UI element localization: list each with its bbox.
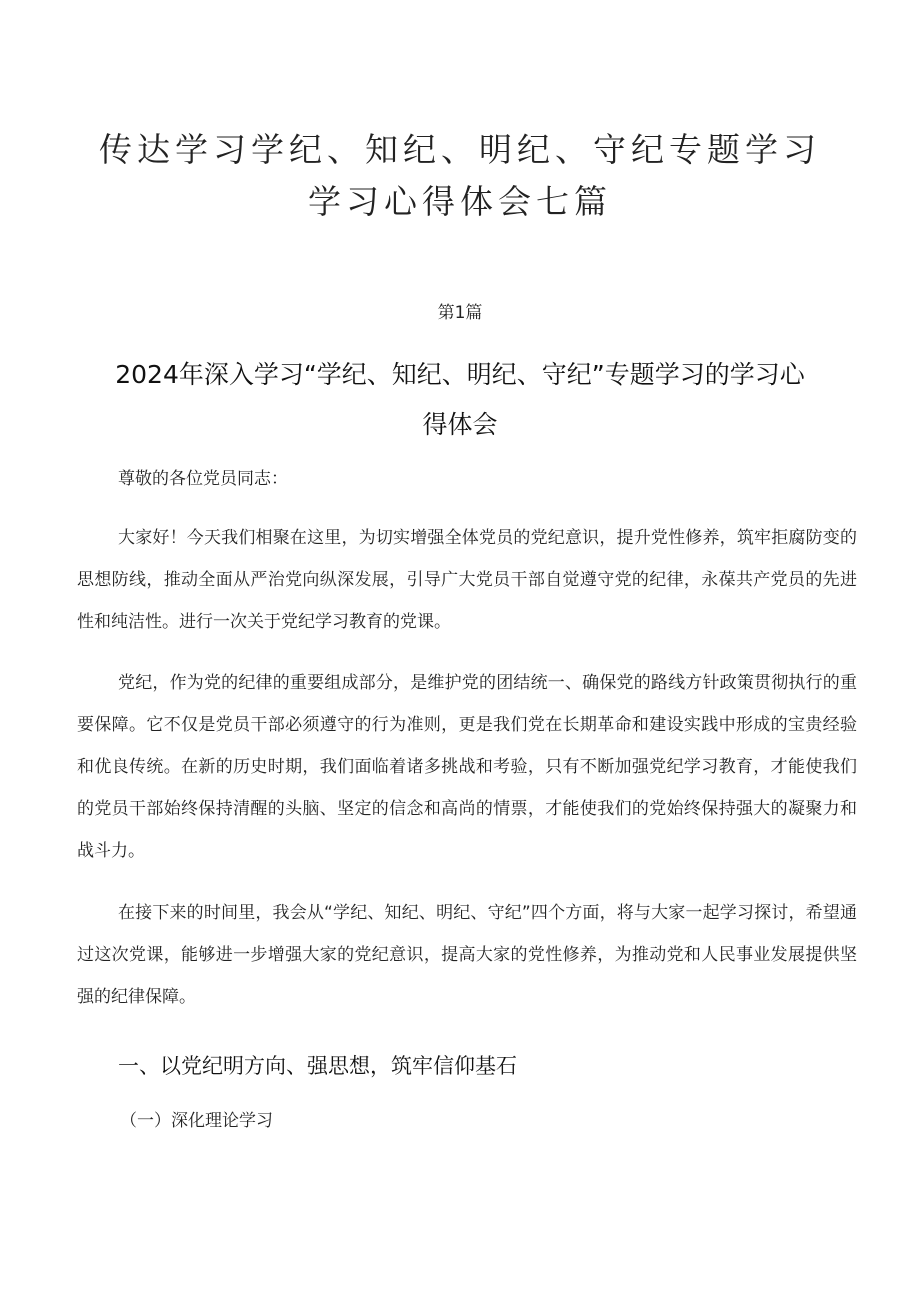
- body-paragraph: 大家好！今天我们相聚在这里，为切实增强全体党员的党纪意识，提升党性修养，筑牢拒腐防变的思想防线，推动全面从严治党向纵深发展，引导广大党员干部自觉遵守党的纪律，永葆共产党员的先进性和纯洁性。进行一次关于党纪学习教育的党课。: [77, 528, 857, 632]
- salutation: 尊敬的各位党员同志：: [118, 469, 288, 489]
- document-title: 传达学习学纪、知纪、明纪、守纪专题学习学习心得体会七篇: [99, 130, 821, 221]
- subsection-heading: （一）深化理论学习: [120, 1111, 273, 1131]
- article-title: 2024年深入学习“学纪、知纪、明纪、守纪”专题学习的学习心得体会: [115, 360, 805, 439]
- body-paragraph: 党纪，作为党的纪律的重要组成部分，是维护党的团结统一、确保党的路线方针政策贯彻执行的重要保障。它不仅是党员干部必须遵守的行为准则，更是我们党在长期革命和建设实践中形成的宝贵经验和优良传统。在新的历史时期，我们面临着诸多挑战和考验，只有不断加强党纪学习教育，才能使我们的党员干部始终保持清醒的头脑、坚定的信念和高尚的情票，才能使我们的党始终保持强大的凝聚力和战斗力。: [77, 673, 857, 861]
- body-paragraph: 在接下来的时间里，我会从“学纪、知纪、明纪、守纪”四个方面，将与大家一起学习探讨，希望通过这次党课，能够进一步增强大家的党纪意识，提高大家的党性修养，为推动党和人民事业发展提供坚强的纪律保障。: [77, 903, 857, 1007]
- section-heading: 一、以党纪明方向、强思想，筑牢信仰基石: [118, 1054, 517, 1078]
- section-label: 第1篇: [437, 303, 483, 323]
